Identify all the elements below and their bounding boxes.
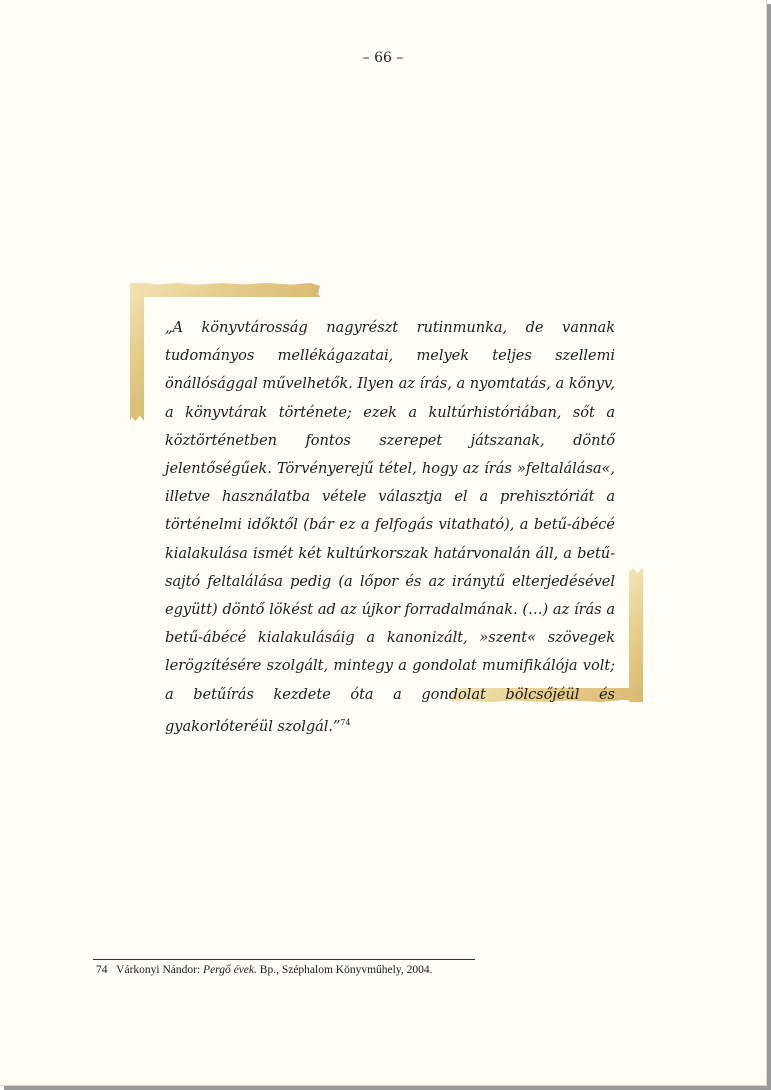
footnote-divider	[93, 959, 475, 960]
footnote-title: Pergő évek.	[203, 964, 257, 976]
corner-bracket-top-left-horizontal	[130, 283, 320, 297]
footnote-author: Várkonyi Nándor:	[116, 964, 201, 976]
footnote-publication: Bp., Széphalom Könyvműhely, 2004.	[259, 964, 433, 976]
footnote-reference[interactable]: 74	[340, 717, 351, 727]
corner-bracket-bottom-right-vertical	[629, 568, 643, 702]
corner-bracket-top-left-vertical	[130, 283, 144, 421]
quote-block	[165, 314, 615, 741]
quote-text: „A könyvtárosság nagyrészt rutinmunka, de vannak tudományos mellékágazatai, melyek teljes szellemi önállósággal művelhetők. Ilyen az írás, a nyomtatás, a könyv, a könyvtárak története; ezek a kultúrhistóriában, sőt a köztörténetben fontos szerepet játszanak, döntő jelentőségűek. Törvényerejű tétel, hogy az írás »feltalálása«, illetve használatba vétele választja el a prehisztóriát a történelmi időktől (bár ez a felfogás vitatható), a betű-ábécé kialakulása ismét két kultúrkorszak határvonalán áll, a betű-sajtó feltalálása pedig (a lőpor és az iránytű elterjedésével együtt) döntő lökést ad az újkor forradalmának. (…) az írás a betű-ábécé kialakulásáig a kanonizált, »szent« szövegek lerögzítésére szolgált, mintegy a gondolat mumifikálója volt; a betűírás kezdete óta a gondolat bölcsőjéül és gyakorlóteréül szolgál.”	[165, 319, 615, 735]
footnote	[96, 964, 432, 976]
footnote-number: 74	[96, 964, 108, 976]
page-number: – 66 –	[362, 50, 404, 66]
